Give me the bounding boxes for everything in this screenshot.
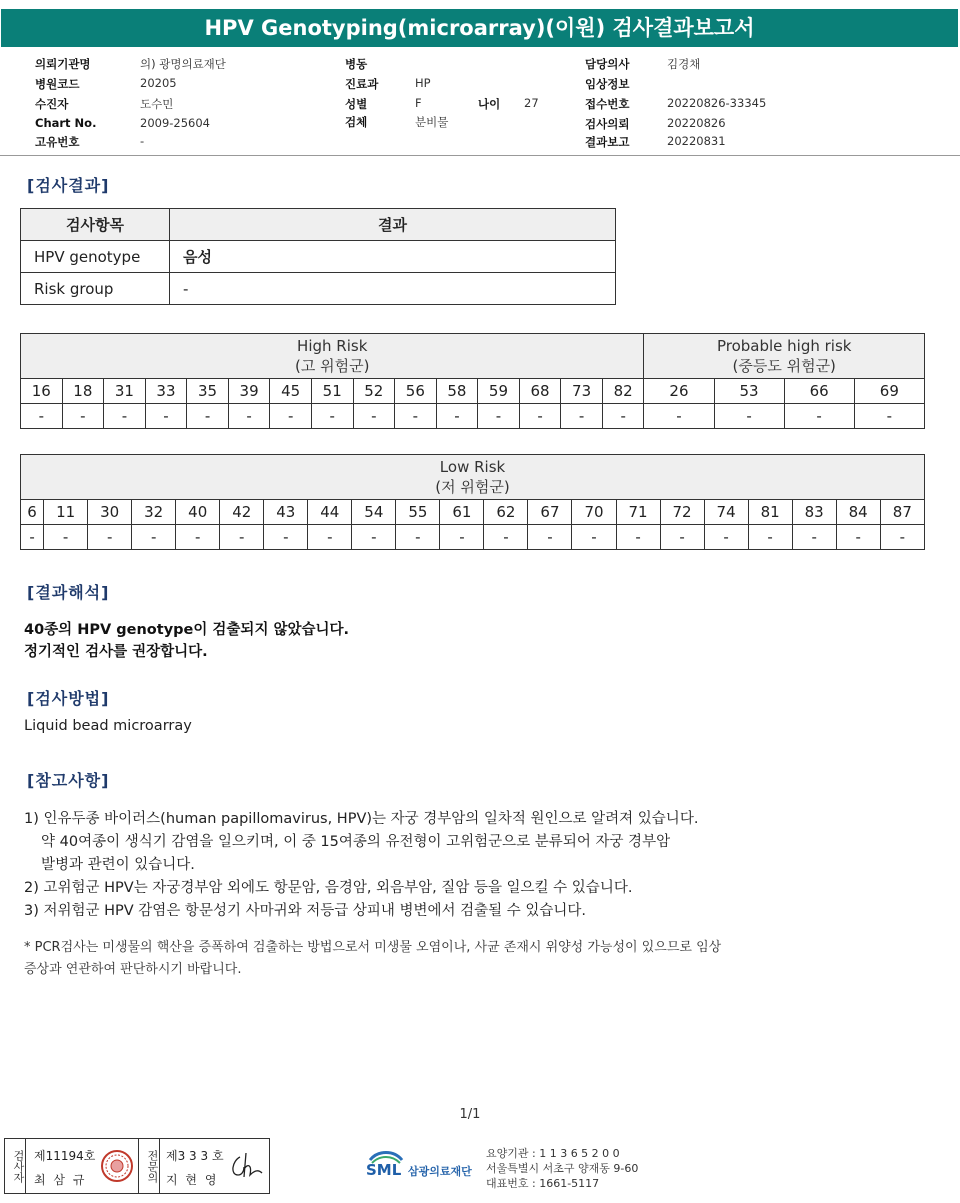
- info-value: -: [140, 134, 145, 148]
- info-label: 의뢰기관명: [35, 57, 91, 71]
- result-item: HPV genotype: [21, 241, 170, 273]
- info-value: 27: [524, 96, 539, 110]
- patient-info: [0, 56, 960, 151]
- hpv-type-label: 70: [572, 500, 616, 525]
- low-risk-sublabel: (저 위험군): [435, 478, 510, 496]
- hpv-type-result: -: [145, 404, 187, 429]
- hpv-type-result: -: [880, 525, 924, 550]
- section-refs-heading: [참고사항]: [27, 771, 110, 790]
- info-label: 고유번호: [35, 135, 80, 149]
- high-risk-sublabel: (고 위험군): [295, 357, 370, 375]
- page-number: 1/1: [459, 1107, 481, 1122]
- hpv-type-result: -: [395, 404, 437, 429]
- hpv-type-label: 40: [176, 500, 220, 525]
- hpv-type-result: -: [88, 525, 132, 550]
- hpv-type-label: 81: [748, 500, 792, 525]
- hpv-type-label: 69: [854, 379, 924, 404]
- address-line: 대표번호 : 1661-5117: [486, 1177, 600, 1190]
- hpv-type-label: 56: [395, 379, 437, 404]
- address-line: 서울특별시 서초구 양재동 9-60: [486, 1162, 639, 1175]
- pcr-note: [24, 937, 924, 981]
- hpv-type-label: 61: [440, 500, 484, 525]
- hpv-type-label: 39: [228, 379, 270, 404]
- hpv-type-label: 51: [311, 379, 353, 404]
- hpv-type-label: 16: [21, 379, 63, 404]
- low-risk-label: Low Risk: [439, 458, 506, 476]
- hpv-type-label: 54: [352, 500, 396, 525]
- hpv-type-label: 71: [616, 500, 660, 525]
- hpv-type-label: 73: [561, 379, 603, 404]
- hpv-type-result: -: [440, 525, 484, 550]
- hpv-type-label: 59: [478, 379, 520, 404]
- hpv-type-result: -: [270, 404, 312, 429]
- hpv-type-result: -: [311, 404, 353, 429]
- info-label: 임상정보: [585, 77, 630, 91]
- reviewer-name: 지 현 영: [166, 1173, 219, 1187]
- hpv-type-result: -: [176, 525, 220, 550]
- info-label: 진료과: [345, 77, 379, 91]
- probable-risk-header: [644, 334, 925, 379]
- interpretation-line: 정기적인 검사를 권장합니다.: [24, 644, 208, 660]
- info-value: 의) 광명의료재단: [140, 57, 226, 71]
- hpv-type-result: -: [792, 525, 836, 550]
- examiner-label: 검사자: [5, 1139, 26, 1193]
- hpv-type-result: -: [854, 404, 924, 429]
- examiner-name: 최 삼 규: [34, 1173, 87, 1187]
- hpv-type-result: -: [228, 404, 270, 429]
- hpv-type-label: 44: [308, 500, 352, 525]
- info-value: F: [415, 96, 422, 110]
- hpv-type-label: 82: [602, 379, 644, 404]
- info-label: 결과보고: [585, 135, 630, 149]
- info-label: 수진자: [35, 97, 69, 111]
- info-value: 20220826: [667, 116, 726, 130]
- section-method-heading: [검사방법]: [27, 689, 110, 708]
- signature-box: [4, 1138, 270, 1194]
- table-row: [21, 404, 925, 429]
- method-text: Liquid bead microarray: [24, 718, 192, 734]
- hpv-type-result: -: [644, 404, 714, 429]
- hpv-type-label: 42: [220, 500, 264, 525]
- reference-line: 약 40여종이 생식기 감염을 일으키며, 이 중 15여종의 유전형이 고위험군으로 분류되어 자궁 경부암: [41, 834, 671, 850]
- organization-address: [486, 1146, 638, 1191]
- hpv-type-label: 32: [132, 500, 176, 525]
- hpv-type-result: -: [187, 404, 229, 429]
- official-seal-icon: [100, 1149, 134, 1183]
- reviewer-cell: [160, 1139, 268, 1193]
- hpv-type-label: 53: [714, 379, 784, 404]
- hpv-type-label: 83: [792, 500, 836, 525]
- reference-line: 3) 저위험군 HPV 감염은 항문성기 사마귀와 저등급 상피내 병변에서 검출될 수 있습니다.: [24, 903, 586, 919]
- hpv-type-label: 67: [528, 500, 572, 525]
- hpv-type-result: -: [264, 525, 308, 550]
- hpv-type-label: 68: [519, 379, 561, 404]
- hpv-type-result: -: [220, 525, 264, 550]
- hpv-type-result: -: [132, 525, 176, 550]
- interpretation-line: 40종의 HPV genotype이 검출되지 않았습니다.: [24, 622, 350, 638]
- hpv-type-result: -: [62, 404, 104, 429]
- info-label: 담당의사: [585, 57, 630, 71]
- hpv-type-label: 31: [104, 379, 146, 404]
- table-row: [21, 273, 616, 305]
- high-risk-header: [21, 334, 644, 379]
- info-value: HP: [415, 76, 431, 90]
- hpv-type-label: 6: [21, 500, 44, 525]
- result-header-item: 검사항목: [21, 209, 170, 241]
- hpv-type-result: -: [572, 525, 616, 550]
- hpv-type-label: 11: [44, 500, 88, 525]
- info-value: 도수민: [140, 97, 174, 111]
- hpv-type-label: 55: [396, 500, 440, 525]
- hpv-type-label: 87: [880, 500, 924, 525]
- hpv-type-label: 66: [784, 379, 854, 404]
- interpretation: [24, 619, 349, 663]
- info-label: 검사의뢰: [585, 117, 630, 131]
- reference-line: 1) 인유두종 바이러스(human papillomavirus, HPV)는 자궁 경부암의 일차적 원인으로 알려져 있습니다.: [24, 811, 699, 827]
- hpv-type-result: -: [396, 525, 440, 550]
- hpv-type-label: 35: [187, 379, 229, 404]
- result-item: Risk group: [21, 273, 170, 305]
- probable-risk-sublabel: (중등도 위험군): [732, 357, 836, 375]
- table-row: [21, 525, 925, 550]
- hpv-type-result: -: [478, 404, 520, 429]
- hpv-type-result: -: [21, 404, 63, 429]
- info-value: 20205: [140, 76, 177, 90]
- probable-risk-label: Probable high risk: [716, 337, 852, 355]
- hpv-type-label: 45: [270, 379, 312, 404]
- hpv-type-label: 26: [644, 379, 714, 404]
- hpv-type-result: -: [704, 525, 748, 550]
- hpv-type-label: 62: [484, 500, 528, 525]
- info-label: 나이: [478, 97, 501, 111]
- section-interp-heading: [결과해석]: [27, 583, 110, 602]
- examiner-number: 제11194호: [34, 1149, 96, 1163]
- signature-icon: [226, 1149, 264, 1183]
- hpv-type-result: -: [528, 525, 572, 550]
- hpv-type-result: -: [519, 404, 561, 429]
- note-line: * PCR검사는 미생물의 핵산을 증폭하여 검출하는 방법으로서 미생물 오염이나, 사균 존재시 위양성 가능성이 있으므로 임상: [24, 940, 722, 955]
- low-risk-header: [21, 455, 925, 500]
- info-label: 성별: [345, 97, 368, 111]
- examiner-cell: [26, 1139, 139, 1193]
- divider: [0, 155, 960, 156]
- hpv-type-label: 52: [353, 379, 395, 404]
- hpv-type-label: 58: [436, 379, 478, 404]
- hpv-type-label: 74: [704, 500, 748, 525]
- info-label: 접수번호: [585, 97, 630, 111]
- hpv-type-label: 43: [264, 500, 308, 525]
- logo-text: SML: [366, 1161, 402, 1179]
- hpv-type-result: -: [44, 525, 88, 550]
- info-value: 20220826-33345: [667, 96, 767, 110]
- hpv-type-label: 84: [836, 500, 880, 525]
- references: [24, 808, 924, 923]
- hpv-type-result: -: [353, 404, 395, 429]
- table-row: [21, 241, 616, 273]
- hpv-type-result: -: [104, 404, 146, 429]
- hpv-type-result: -: [714, 404, 784, 429]
- hpv-type-result: -: [308, 525, 352, 550]
- reviewer-label: 전문의: [139, 1139, 160, 1193]
- hpv-type-label: 72: [660, 500, 704, 525]
- low-risk-table: [20, 454, 925, 550]
- hpv-type-result: -: [602, 404, 644, 429]
- hpv-type-result: -: [784, 404, 854, 429]
- info-value: 2009-25604: [140, 116, 210, 130]
- info-value: 20220831: [667, 134, 726, 148]
- section-result-heading: [검사결과]: [27, 176, 110, 195]
- hpv-type-result: -: [616, 525, 660, 550]
- info-label: 검체: [345, 115, 368, 129]
- info-label: Chart No.: [35, 116, 97, 130]
- hpv-type-result: -: [21, 525, 44, 550]
- hpv-type-result: -: [836, 525, 880, 550]
- hpv-type-result: -: [748, 525, 792, 550]
- reference-line: 발병과 관련이 있습니다.: [41, 857, 195, 873]
- hpv-type-result: -: [561, 404, 603, 429]
- table-row: [21, 500, 925, 525]
- hpv-type-result: -: [436, 404, 478, 429]
- address-line: 요양기관 : 1 1 3 6 5 2 0 0: [486, 1147, 620, 1160]
- high-risk-table: [20, 333, 925, 429]
- report-title: HPV Genotyping(microarray)(이원) 검사결과보고서: [1, 9, 958, 47]
- info-value: 김경채: [667, 57, 701, 71]
- high-risk-label: High Risk: [297, 337, 368, 355]
- result-header-value: 결과: [170, 209, 616, 241]
- hpv-type-label: 30: [88, 500, 132, 525]
- organization-name: 삼광의료재단: [408, 1165, 472, 1178]
- reference-line: 2) 고위험군 HPV는 자궁경부암 외에도 항문암, 음경암, 외음부암, 질암 등을 일으킬 수 있습니다.: [24, 880, 633, 896]
- hpv-type-label: 18: [62, 379, 104, 404]
- note-line: 증상과 연관하여 판단하시기 바랍니다.: [24, 962, 242, 977]
- info-label: 병동: [345, 57, 368, 71]
- hpv-type-result: -: [352, 525, 396, 550]
- table-row: [21, 379, 925, 404]
- info-label: 병원코드: [35, 77, 80, 91]
- info-value: 분비물: [415, 115, 449, 129]
- result-table: [20, 208, 616, 305]
- reviewer-number: 제3 3 3 호: [166, 1149, 224, 1163]
- hpv-type-result: -: [484, 525, 528, 550]
- result-value: -: [170, 273, 616, 305]
- hpv-type-label: 33: [145, 379, 187, 404]
- result-value: 음성: [170, 241, 616, 273]
- hpv-type-result: -: [660, 525, 704, 550]
